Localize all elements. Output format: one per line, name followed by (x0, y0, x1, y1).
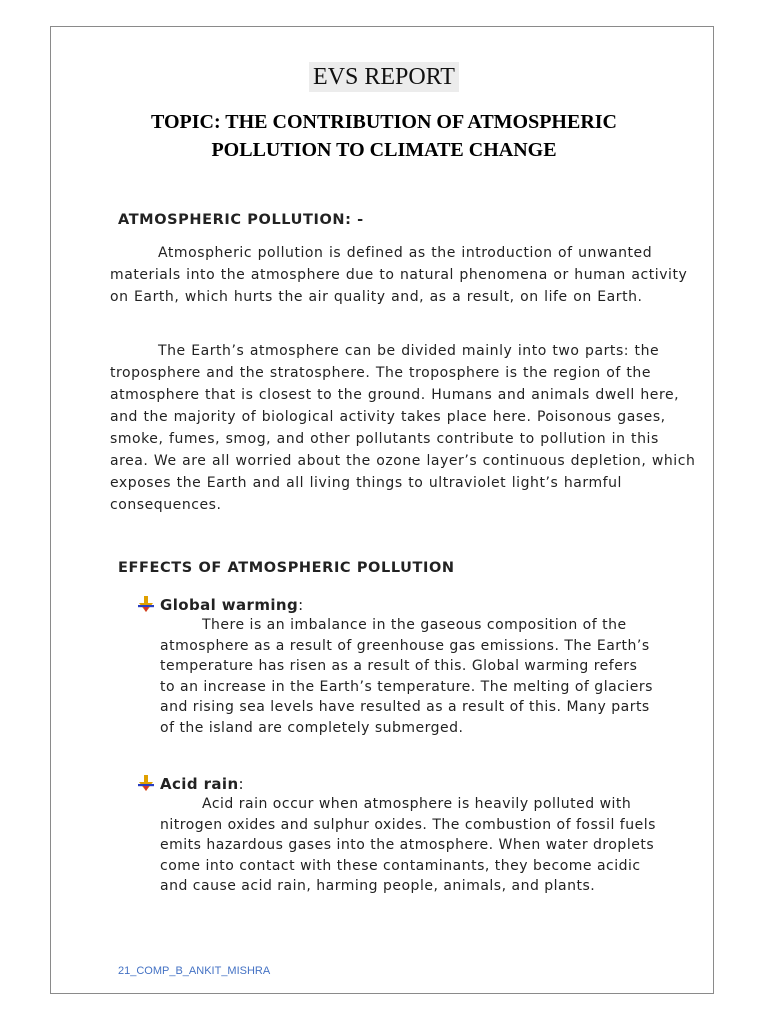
report-title (0, 64, 768, 91)
bullet-global-warming (138, 595, 658, 739)
bullet-text-acid-rain: Acid rain occur when atmosphere is heavily polluted with nitrogen oxides and sulphur oxides. The combustion of fossil fuels emits hazardous gases into the atmosphere. When water droplets come into contact with these contaminants, they become acidic and cause acid rain, harming people, animals, and plants. (160, 796, 656, 895)
paragraph-definition: Atmospheric pollution is defined as the introduction of unwanted materials into the atmosphere due to natural phenomena or human activity on Earth, which hurts the air quality and, as a result, on life on Earth. (110, 245, 688, 305)
down-arrow-bullet-icon (138, 596, 154, 614)
footer-author: 21_COMP_B_ANKIT_MISHRA (118, 965, 271, 977)
bullet-label-global-warming: Global warming (160, 596, 299, 614)
down-arrow-bullet-icon (138, 775, 154, 793)
report-topic: TOPIC: THE CONTRIBUTION OF ATMOSPHERIC POLLUTION TO CLIMATE CHANGE (151, 111, 617, 161)
section-heading-effects: EFFECTS OF ATMOSPHERIC POLLUTION (118, 560, 455, 576)
bullet-text-global-warming: There is an imbalance in the gaseous composition of the atmosphere as a result of greenhouse gas emissions. The Earth’s temperature has risen as a result of this. Global warming refers to an increase in the Earth’s temperature. The melting of glaciers and rising sea levels have resulted as a result of this. Many parts of the island are completely submerged. (160, 617, 653, 736)
bullet-suffix: : (298, 596, 304, 614)
bullet-suffix: : (238, 775, 245, 793)
section-heading-atmospheric-pollution: ATMOSPHERIC POLLUTION: - (118, 212, 364, 228)
paragraph-atmosphere-layers: The Earth’s atmosphere can be divided mainly into two parts: the troposphere and the stratosphere. The troposphere is the region of the atmosphere that is closest to the ground. Humans and animals dwell here, and the majority of biological activity takes place here. Poisonous gases, smoke, fumes, smog, and other pollutants contribute to pollution in this area. We are all worried about the ozone layer’s continuous depletion, which exposes the Earth and all living things to ultraviolet light’s harmful consequences. (110, 343, 696, 513)
bullet-label-acid-rain: Acid rain (160, 775, 239, 793)
report-title-text: EVS REPORT (309, 62, 459, 92)
bullet-acid-rain (138, 774, 658, 897)
